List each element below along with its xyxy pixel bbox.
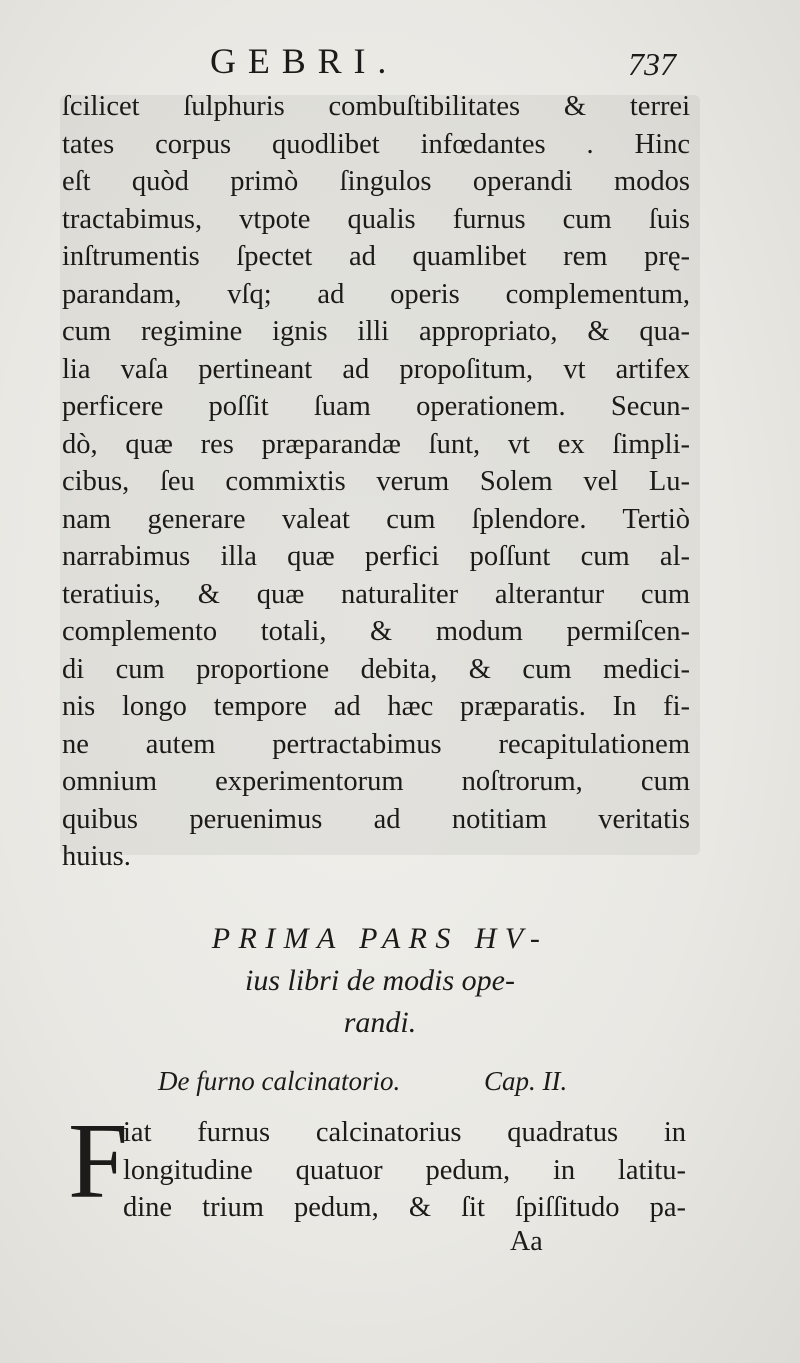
chapter-paragraph — [123, 1114, 686, 1227]
page-number: 737 — [628, 46, 676, 82]
text-line: iat furnus calcinatorius quadratus in — [123, 1117, 686, 1148]
text-line: ne autem pertractabimus recapitulationem — [62, 728, 690, 760]
section-heading — [80, 918, 680, 1044]
body-text — [62, 88, 690, 876]
text-line: inſtrumentis ſpectet ad quamlibet rem prę- — [62, 241, 690, 272]
catchword: Aa — [510, 1226, 543, 1257]
drop-cap-initial: F — [68, 1102, 129, 1221]
chapter-number: Cap. II. — [484, 1066, 568, 1096]
text-line: tates corpus quodlibet infœdantes . Hinc — [62, 128, 690, 160]
section-heading-line: ius libri de modis ope- — [245, 964, 515, 997]
running-head — [0, 38, 800, 88]
chapter-name: De furno calcinatorio. — [158, 1066, 401, 1096]
running-title: GEBRI. — [210, 41, 399, 81]
text-line: nis longo tempore ad hæc præparatis. In fi- — [62, 691, 690, 722]
text-line: parandam, vſq; ad operis complementum, — [62, 278, 690, 310]
text-line: di cum proportione debita, & cum medici- — [62, 653, 690, 685]
text-line: longitudine quatuor pedum, in latitu- — [123, 1154, 686, 1186]
text-line: dò, quæ res præparandæ ſunt, vt ex ſimpli- — [62, 428, 690, 460]
text-line: lia vaſa pertineant ad propoſitum, vt artifex — [62, 353, 690, 385]
text-line: nam generare valeat cum ſplendore. Tertiò — [62, 503, 690, 535]
text-line: perficere poſſit ſuam operationem. Secun- — [62, 391, 690, 422]
text-line: complemento totali, & modum permiſcen- — [62, 616, 690, 647]
text-line: huius. — [62, 841, 131, 872]
section-heading-line: randi. — [343, 1006, 417, 1039]
text-line: dine trium pedum, & ſit ſpiſſitudo pa- — [123, 1192, 686, 1223]
text-line: cum regimine ignis illi appropriato, & qua- — [62, 316, 690, 347]
text-line: narrabimus illa quæ perfici poſſunt cum al- — [62, 541, 690, 572]
text-line: eſt quòd primò ſingulos operandi modos — [62, 166, 690, 197]
text-line: ſcilicet ſulphuris combuſtibilitates & terrei — [62, 91, 690, 122]
section-heading-line: PRIMA PARS HV- — [211, 922, 549, 955]
text-line: quibus peruenimus ad notitiam veritatis — [62, 803, 690, 835]
text-line: cibus, ſeu commixtis verum Solem vel Lu- — [62, 466, 690, 497]
text-line: omnium experimentorum noſtrorum, cum — [62, 766, 690, 797]
text-line: tractabimus, vtpote qualis furnus cum ſuis — [62, 203, 690, 235]
text-line: teratiuis, & quæ naturaliter alterantur cum — [62, 578, 690, 610]
